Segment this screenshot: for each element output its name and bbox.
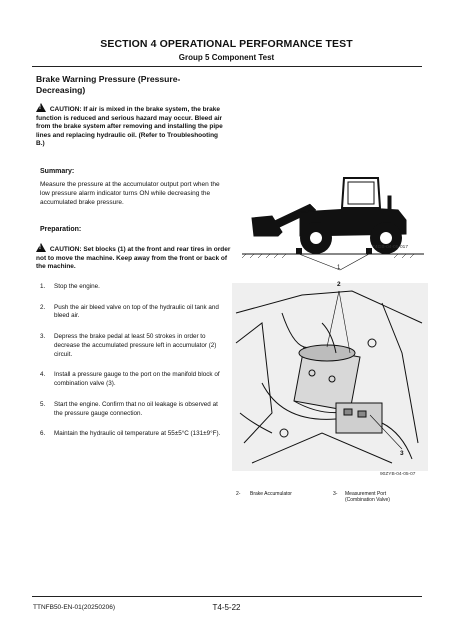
procedure-step: 4. Install a pressure gauge to the port on the manifold block of combination valve (3).	[40, 371, 220, 388]
procedure-step: 6. Maintain the hydraulic oil temperature at 55±5°C (131±9°F).	[40, 430, 221, 438]
wheel-loader-figure	[238, 160, 428, 275]
caution-label: CAUTION:	[49, 106, 82, 113]
caution-block-air	[36, 103, 226, 149]
callout-label: 1	[337, 265, 341, 271]
page-title: Brake Warning Pressure (Pressure-Decreasing)	[36, 74, 181, 95]
warning-triangle-icon	[36, 103, 46, 112]
document-code: TTNFB50-EN-01(20250206)	[33, 604, 116, 611]
caution-block-blocks	[36, 243, 231, 272]
component-photo	[232, 283, 428, 471]
caution-text: If air is mixed in the brake system, the brake function is reduced and serious hazard may occur. Bleed air from the brake system after removing and installing the pipe lines and replacing hydraulic oil. (Refer to Troubleshooting B.)	[36, 106, 223, 148]
figure-id: T4GB-04-05-017	[372, 245, 408, 250]
warning-triangle-icon	[36, 243, 46, 252]
callout-label: 3	[400, 450, 404, 457]
procedure-step: 2. Push the air bleed valve on top of the hydraulic oil tank and bleed air.	[40, 303, 219, 320]
footer-rule	[32, 596, 422, 597]
procedure-steps	[40, 283, 225, 451]
group-title: Group 5 Component Test	[178, 53, 275, 62]
summary-text: Measure the pressure at the accumulator output port when the low pressure alarm indicator turns ON while decreasing the accumulated brake pressure.	[40, 181, 220, 206]
preparation-label: Preparation:	[40, 226, 82, 233]
legend-item: 2- Brake Accumulator	[236, 491, 292, 497]
section-title: SECTION 4 OPERATIONAL PERFORMANCE TEST	[100, 38, 353, 50]
procedure-step: 5. Start the engine. Confirm that no oil leakage is observed at the pressure gauge connection.	[40, 400, 218, 417]
procedure-step: 3. Depress the brake pedal at least 50 strokes in order to decrease the accumulated pressure left in accumulator (2) circuit.	[40, 333, 217, 358]
summary-label: Summary:	[40, 168, 75, 175]
figure-id: 90ZYB-04-05-07	[380, 472, 416, 477]
caution-text: Set blocks (1) at the front and rear tires in order not to move the machine. Keep away from the front or back of the machine.	[36, 246, 231, 271]
procedure-step: 1. Stop the engine.	[40, 283, 100, 290]
header-rule	[32, 66, 422, 67]
legend-item: 3- Measurement Port (Combination Valve)	[333, 491, 390, 504]
page-number: T4-5-22	[212, 603, 241, 612]
callout-label: 2	[337, 281, 341, 288]
front-wheel-block	[296, 248, 302, 254]
caution-label: CAUTION:	[49, 246, 82, 253]
